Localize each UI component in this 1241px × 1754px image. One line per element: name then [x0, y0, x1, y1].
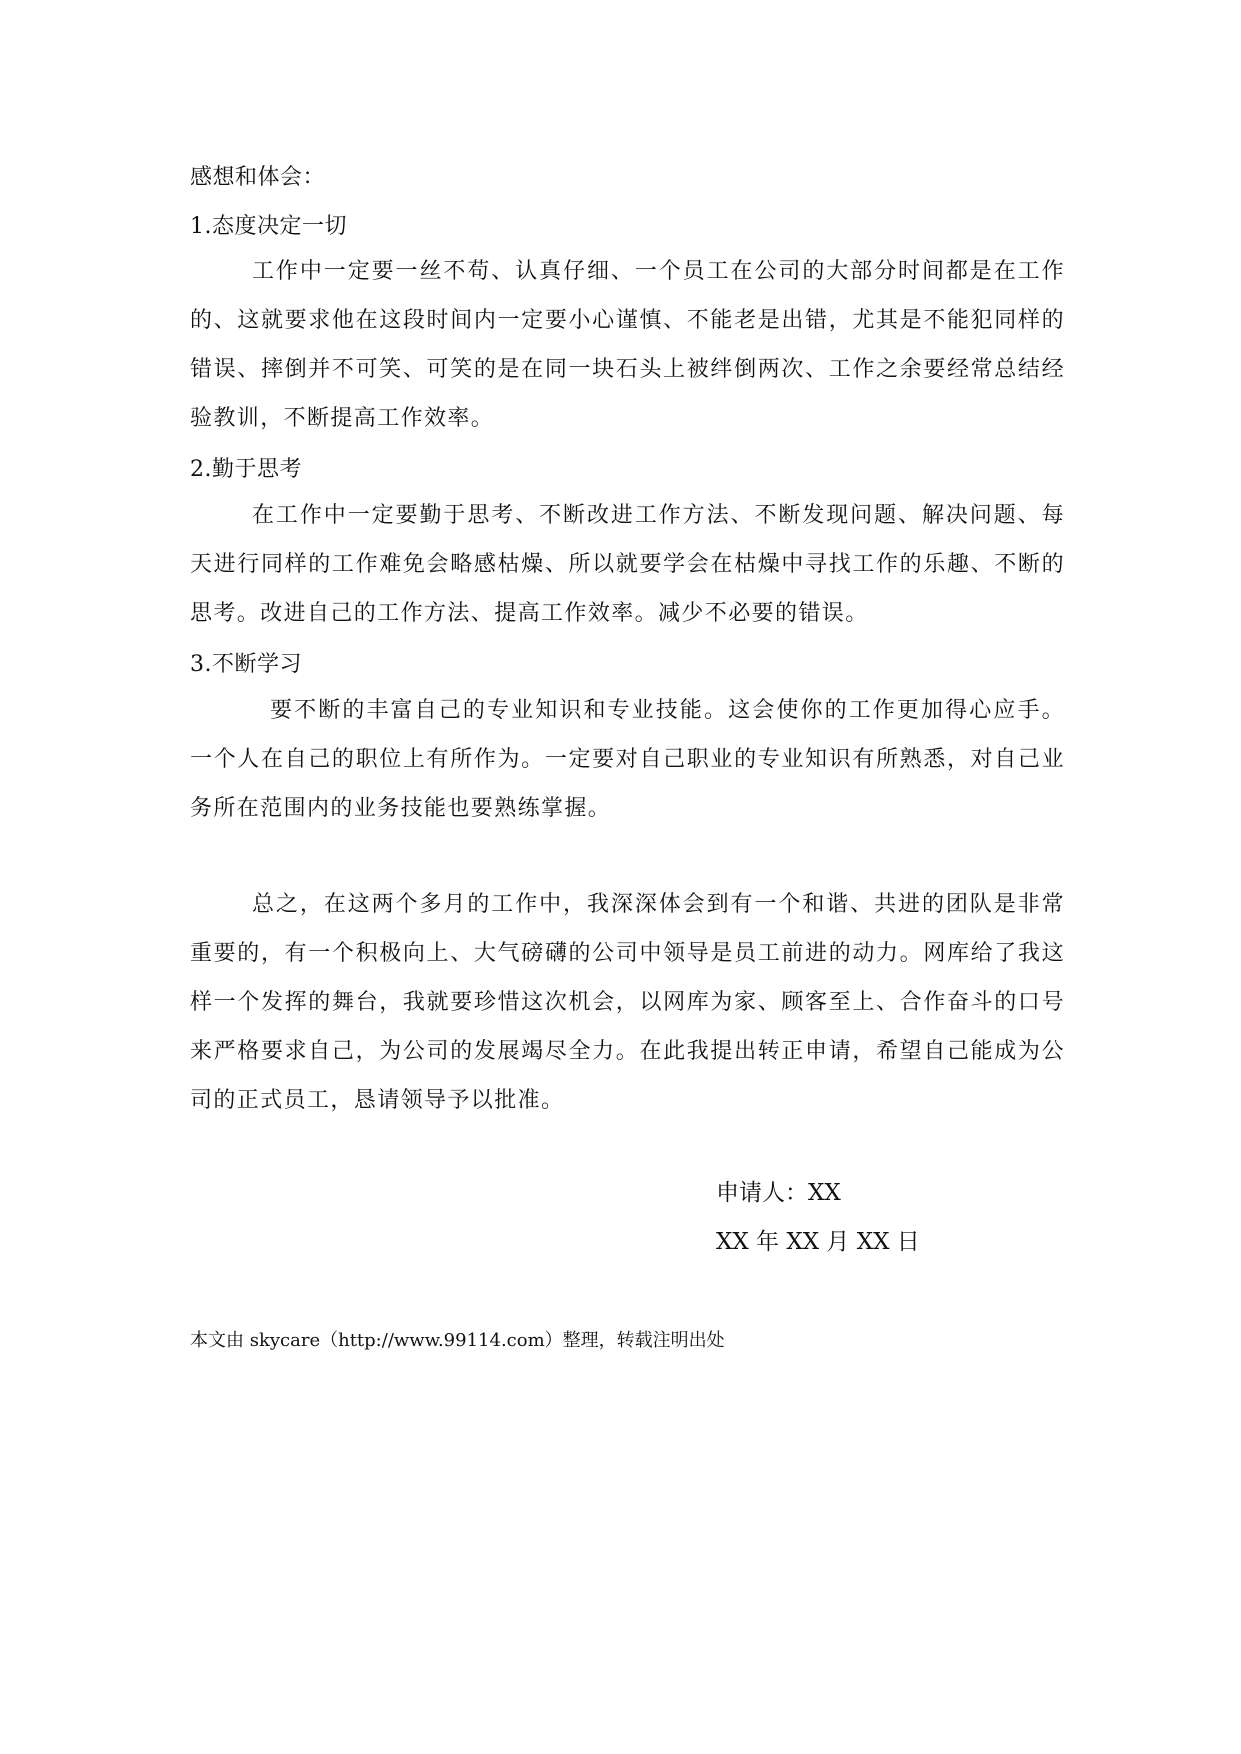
signature-date: XX 年 XX 月 XX 日: [716, 1229, 920, 1255]
intro-heading: 感想和体会：: [190, 165, 326, 190]
section-2-body: 在工作中一定要勤于思考、不断改进工作方法、不断发现问题、解决问题、每天进行同样的工作难免会略感枯燥、所以就要学会在枯燥中寻找工作的乐趣、不断的思考。改进自己的工作方法、提高工作效率。减少不必要的错误。: [190, 503, 1065, 626]
section-1-heading: 1.态度决定一切: [190, 214, 347, 239]
section-3-heading: 3.不断学习: [190, 652, 302, 677]
section-3-body: 要不断的丰富自己的专业知识和专业技能。这会使你的工作更加得心应手。一个人在自己的职位上有所作为。一定要对自己职业的专业知识有所熟悉，对自己业务所在范围内的业务技能也要熟练掌握。: [190, 698, 1065, 821]
applicant-signature: 申请人：XX: [716, 1180, 841, 1206]
section-2-heading: 2.勤于思考: [190, 457, 302, 482]
conclusion-paragraph: 总之，在这两个多月的工作中，我深深体会到有一个和谐、共进的团队是非常重要的，有一个积极向上、大气磅礴的公司中领导是员工前进的动力。网库给了我这样一个发挥的舞台，我就要珍惜这次机会，以网库为家、顾客至上、合作奋斗的口号来严格要求自己，为公司的发展竭尽全力。在此我提出转正申请，希望自己能成为公司的正式员工，恳请领导予以批准。: [190, 892, 1065, 1113]
source-footer: 本文由 skycare（http://www.99114.com）整理，转载注明出处: [190, 1330, 725, 1351]
section-1-body: 工作中一定要一丝不苟、认真仔细、一个员工在公司的大部分时间都是在工作的、这就要求他在这段时间内一定要小心谨慎、不能老是出错，尤其是不能犯同样的错误、摔倒并不可笑、可笑的是在同一块石头上被绊倒两次、工作之余要经常总结经验教训，不断提高工作效率。: [190, 259, 1065, 431]
